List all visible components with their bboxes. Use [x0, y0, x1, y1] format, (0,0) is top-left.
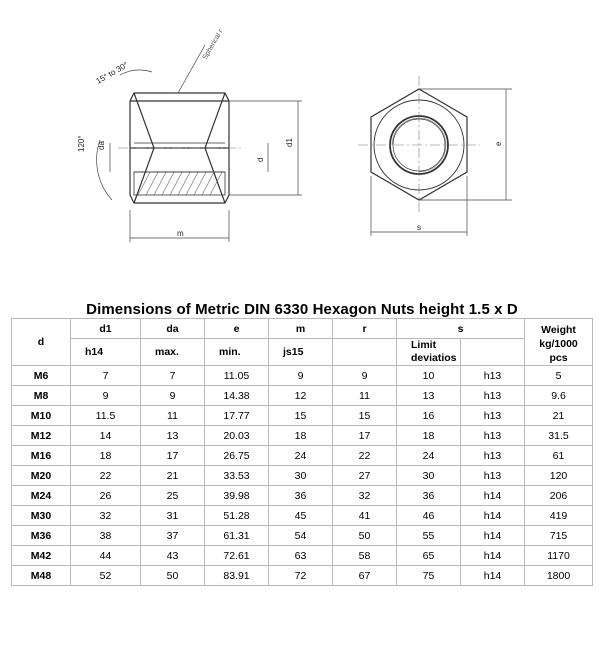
- table-cell: 9: [269, 366, 333, 386]
- table-cell: 67: [333, 566, 397, 586]
- header-weight-line2: kg/1000: [539, 338, 578, 350]
- header-m: m: [269, 319, 333, 339]
- table-row: [12, 466, 593, 486]
- table-cell: 22: [333, 446, 397, 466]
- header-weight: [525, 319, 593, 366]
- table-cell: 9: [333, 366, 397, 386]
- table-row: [12, 486, 593, 506]
- table-cell: 21: [141, 466, 205, 486]
- table-cell: 715: [525, 526, 593, 546]
- table-cell: 38: [71, 526, 141, 546]
- table-cell: 14.38: [205, 386, 269, 406]
- table-cell: 20.03: [205, 426, 269, 446]
- table-cell: 7: [141, 366, 205, 386]
- row-label: M8: [12, 386, 71, 406]
- dimensions-table: [11, 318, 593, 586]
- table-cell: 39.98: [205, 486, 269, 506]
- label-d1: d1: [285, 138, 294, 147]
- table-cell: 206: [525, 486, 593, 506]
- table-cell: 72.61: [205, 546, 269, 566]
- row-label: M10: [12, 406, 71, 426]
- table-cell: 16: [397, 406, 461, 426]
- table-cell: h14: [461, 546, 525, 566]
- label-da: da: [97, 141, 106, 150]
- subheader-row: [12, 339, 593, 366]
- table-cell: 18: [397, 426, 461, 446]
- row-label: M20: [12, 466, 71, 486]
- row-label: M16: [12, 446, 71, 466]
- table-cell: 37: [141, 526, 205, 546]
- table-cell: 11: [141, 406, 205, 426]
- table-cell: 1800: [525, 566, 593, 586]
- label-s: s: [417, 223, 421, 232]
- table-cell: h14: [461, 506, 525, 526]
- table-cell: 36: [269, 486, 333, 506]
- table-cell: 11.05: [205, 366, 269, 386]
- subheader-da: max.: [141, 339, 205, 366]
- table-cell: 83.91: [205, 566, 269, 586]
- table-cell: h13: [461, 426, 525, 446]
- table-cell: 65: [397, 546, 461, 566]
- table-cell: 32: [333, 486, 397, 506]
- table-cell: 11: [333, 386, 397, 406]
- table-cell: 1170: [525, 546, 593, 566]
- table-cell: 58: [333, 546, 397, 566]
- subheader-s-line2: deviatios: [411, 352, 457, 364]
- table-row: [12, 526, 593, 546]
- label-m: m: [177, 229, 184, 238]
- table-cell: 46: [397, 506, 461, 526]
- table-cell: 17: [333, 426, 397, 446]
- table-cell: 44: [71, 546, 141, 566]
- row-label: M24: [12, 486, 71, 506]
- table-cell: h13: [461, 466, 525, 486]
- header-row: [12, 319, 593, 339]
- subheader-e: min.: [205, 339, 269, 366]
- table-cell: 36: [397, 486, 461, 506]
- table-cell: 26.75: [205, 446, 269, 466]
- table-row: [12, 506, 593, 526]
- table-cell: 7: [71, 366, 141, 386]
- label-spherical: Spherical r: [201, 28, 225, 61]
- row-label: M30: [12, 506, 71, 526]
- header-weight-line3: pcs: [549, 352, 568, 364]
- row-label: M6: [12, 366, 71, 386]
- label-e: e: [494, 141, 503, 146]
- table-cell: 32: [71, 506, 141, 526]
- table-cell: 30: [397, 466, 461, 486]
- table-cell: 51.28: [205, 506, 269, 526]
- table-cell: 25: [141, 486, 205, 506]
- table-cell: 50: [333, 526, 397, 546]
- table-cell: 15: [269, 406, 333, 426]
- table-row: [12, 406, 593, 426]
- table-cell: 61: [525, 446, 593, 466]
- table-cell: 31: [141, 506, 205, 526]
- table-row: [12, 446, 593, 466]
- table-cell: 18: [71, 446, 141, 466]
- table-cell: 15: [333, 406, 397, 426]
- table-cell: 26: [71, 486, 141, 506]
- table-cell: 21: [525, 406, 593, 426]
- row-label: M42: [12, 546, 71, 566]
- label-angle: 120°: [77, 135, 86, 152]
- table-cell: 12: [269, 386, 333, 406]
- table-cell: h13: [461, 446, 525, 466]
- table-cell: 22: [71, 466, 141, 486]
- table-cell: 9.6: [525, 386, 593, 406]
- table-cell: h13: [461, 366, 525, 386]
- subheader-s-tol: [461, 339, 525, 366]
- row-label: M48: [12, 566, 71, 586]
- table-cell: 10: [397, 366, 461, 386]
- subheader-s-line1: Limit: [411, 339, 437, 351]
- table-row: [12, 546, 593, 566]
- table-cell: 9: [141, 386, 205, 406]
- table-cell: h14: [461, 486, 525, 506]
- table-cell: 17.77: [205, 406, 269, 426]
- table-cell: 13: [397, 386, 461, 406]
- header-d: d: [12, 319, 71, 366]
- table-cell: 50: [141, 566, 205, 586]
- table-cell: 13: [141, 426, 205, 446]
- table-cell: 30: [269, 466, 333, 486]
- table-cell: 45: [269, 506, 333, 526]
- subheader-s-limit: [397, 339, 461, 366]
- table-cell: 14: [71, 426, 141, 446]
- table-cell: 5: [525, 366, 593, 386]
- table-cell: h14: [461, 566, 525, 586]
- table-body: [12, 366, 593, 586]
- table-cell: 63: [269, 546, 333, 566]
- subheader-d1: h14: [71, 339, 141, 366]
- table-cell: 33.53: [205, 466, 269, 486]
- page-title: Dimensions of Metric DIN 6330 Hexagon Nuts height 1.5 x D: [86, 301, 518, 318]
- table-cell: 43: [141, 546, 205, 566]
- table-cell: 41: [333, 506, 397, 526]
- table-cell: 31.5: [525, 426, 593, 446]
- label-d: d: [256, 157, 265, 162]
- table-row: [12, 386, 593, 406]
- table-cell: 54: [269, 526, 333, 546]
- table-cell: h14: [461, 526, 525, 546]
- table-cell: 24: [269, 446, 333, 466]
- table-cell: 11.5: [71, 406, 141, 426]
- table-cell: 52: [71, 566, 141, 586]
- table-cell: h13: [461, 386, 525, 406]
- header-s: s: [397, 319, 525, 339]
- table-cell: 27: [333, 466, 397, 486]
- table-cell: 72: [269, 566, 333, 586]
- label-chamfer: 15° to 30°: [94, 60, 130, 86]
- table-cell: 75: [397, 566, 461, 586]
- table-cell: 24: [397, 446, 461, 466]
- table-row: [12, 426, 593, 446]
- table-cell: 9: [71, 386, 141, 406]
- technical-drawing: [0, 0, 604, 290]
- table-cell: 17: [141, 446, 205, 466]
- header-d1: d1: [71, 319, 141, 339]
- table-cell: 55: [397, 526, 461, 546]
- table-cell: h13: [461, 406, 525, 426]
- table-cell: 61.31: [205, 526, 269, 546]
- row-label: M36: [12, 526, 71, 546]
- hatching: [138, 172, 222, 195]
- header-weight-line1: Weight: [541, 324, 576, 336]
- table-cell: 419: [525, 506, 593, 526]
- table-row: [12, 566, 593, 586]
- header-da: da: [141, 319, 205, 339]
- table-cell: 18: [269, 426, 333, 446]
- header-r: r: [333, 319, 397, 339]
- table-cell: 120: [525, 466, 593, 486]
- subheader-m: js15: [269, 339, 333, 366]
- subheader-r: [333, 339, 397, 366]
- row-label: M12: [12, 426, 71, 446]
- header-e: e: [205, 319, 269, 339]
- table-row: [12, 366, 593, 386]
